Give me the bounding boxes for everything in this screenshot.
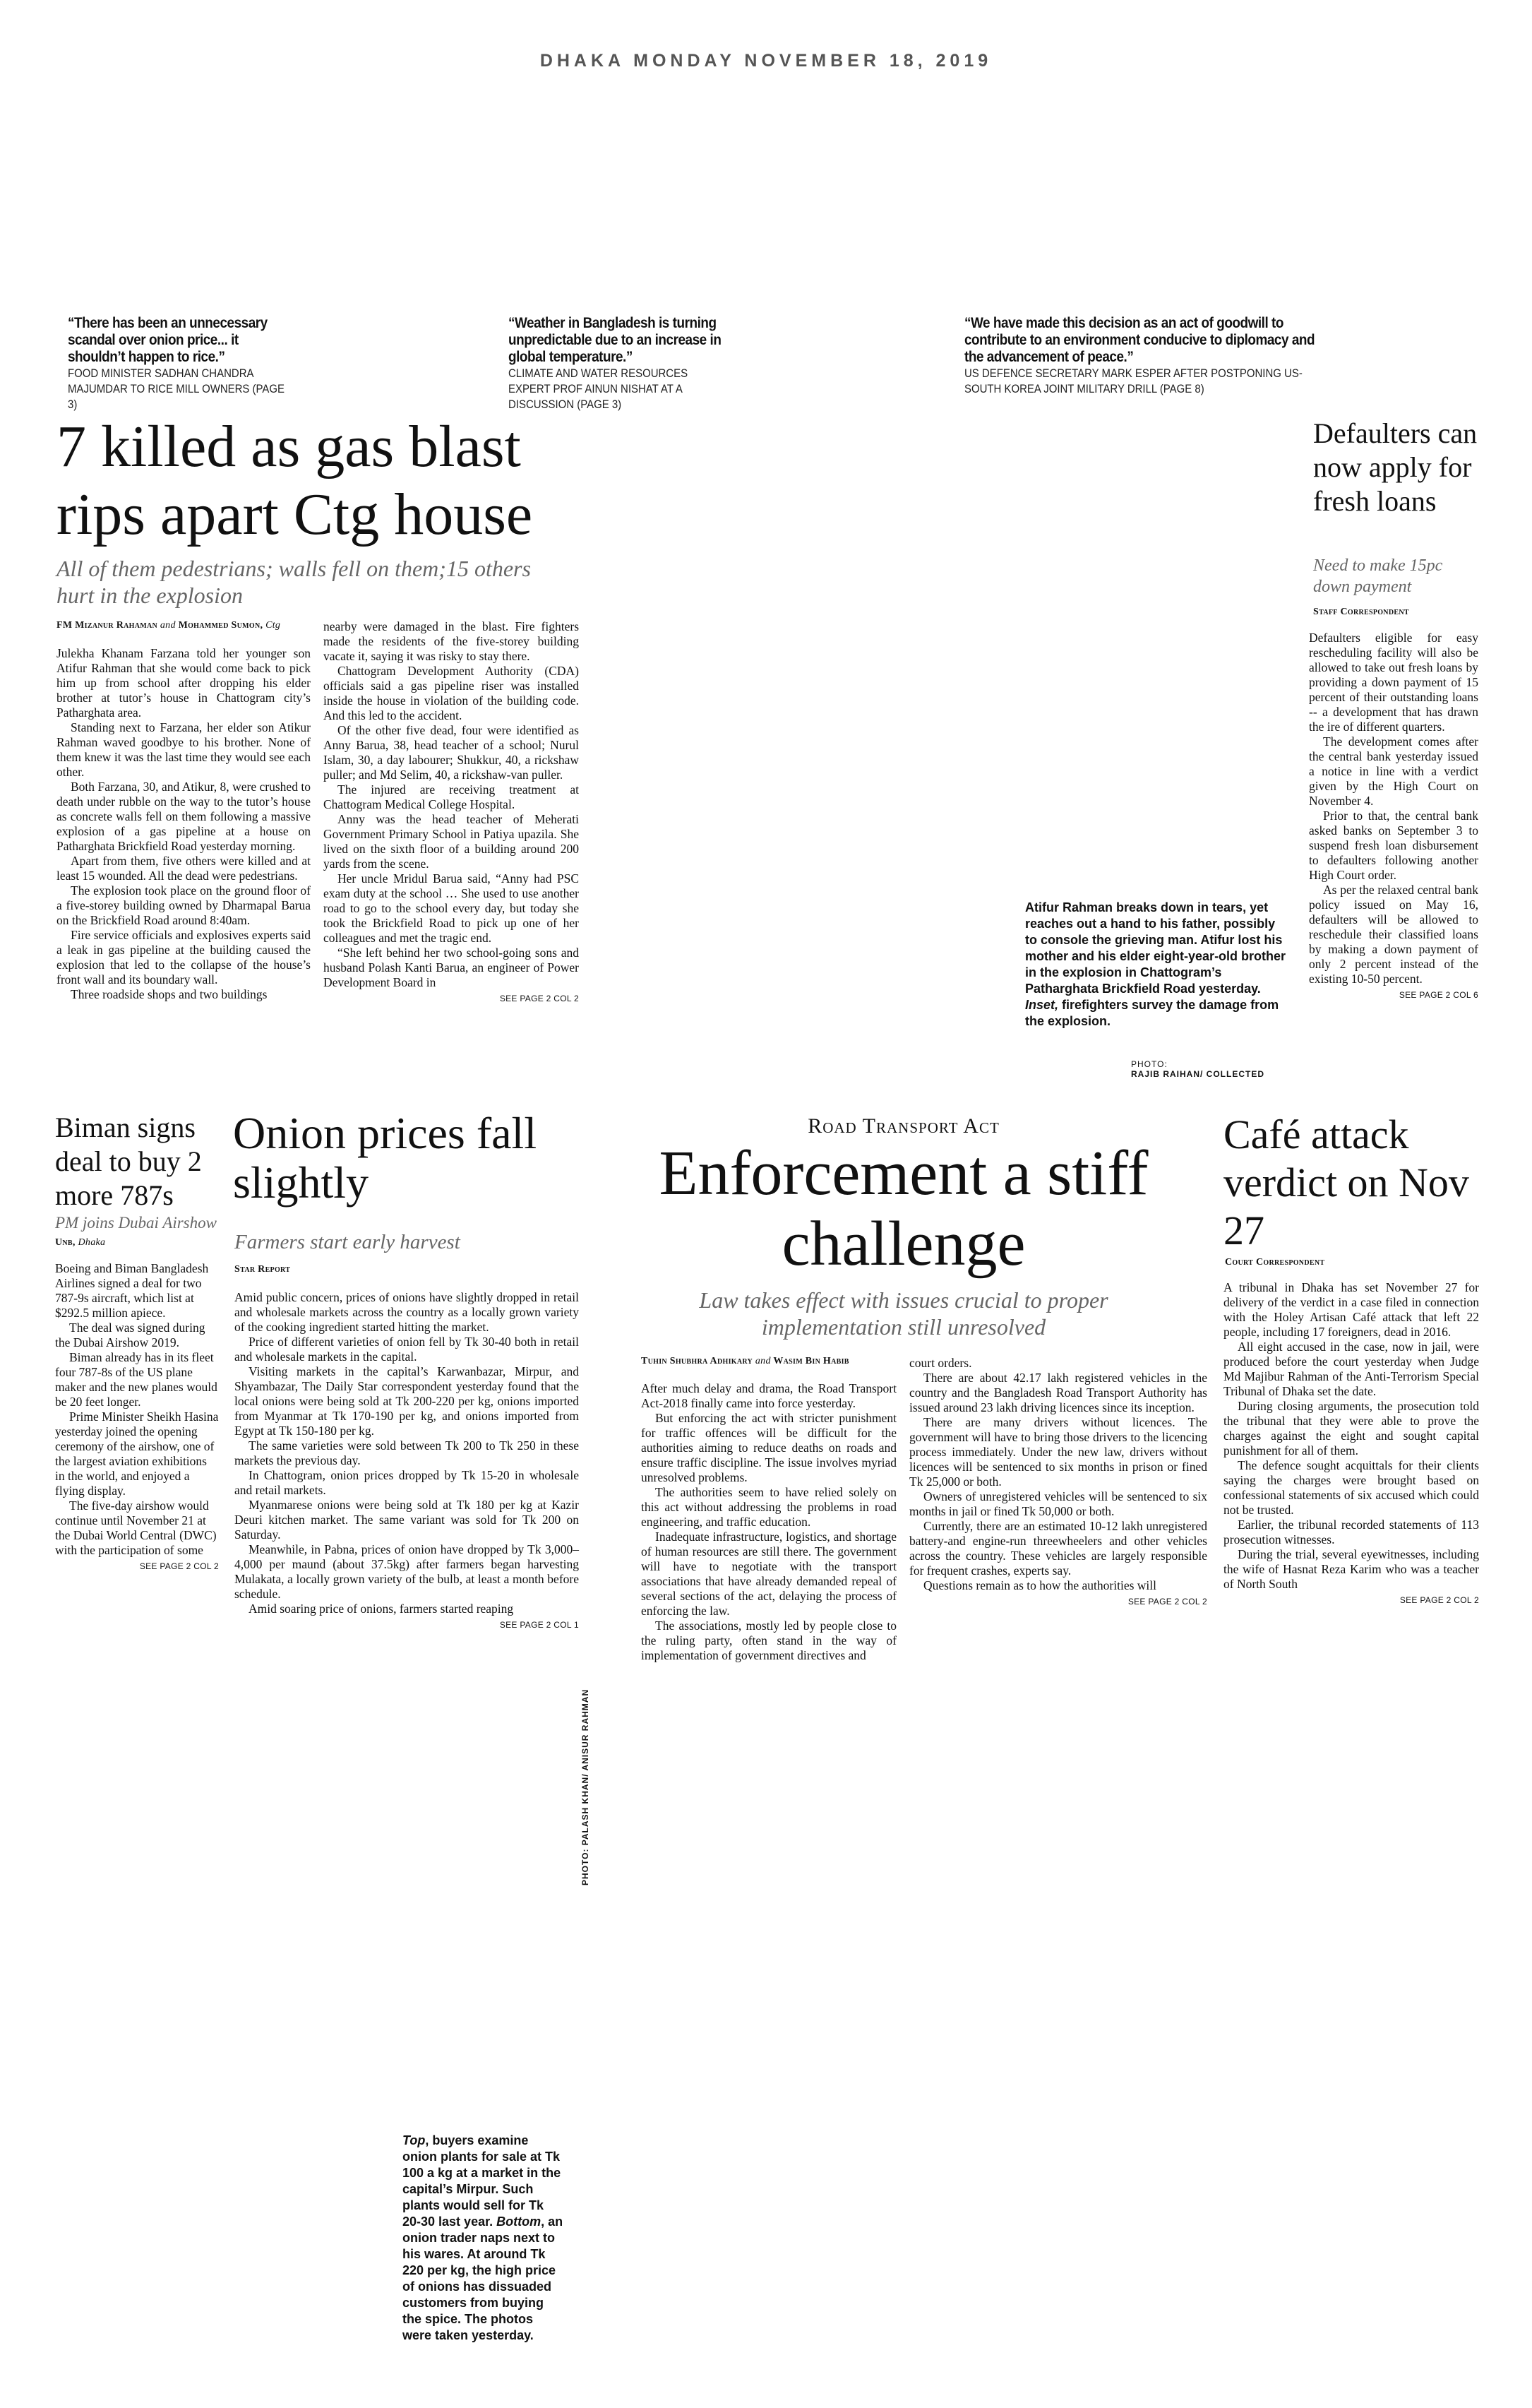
- onion-subhead: Farmers start early harvest: [234, 1231, 460, 1253]
- onion-jump: SEE PAGE 2 COL 1: [499, 1620, 579, 1630]
- biman-paragraph: Biman already has in its fleet four 787-8s of the US plane maker and the new planes would be 20 feet longer.: [55, 1350, 217, 1409]
- quote-1-text: “There has been an unnecessary scandal over onion price... it shouldn’t happen to rice.”: [68, 315, 268, 365]
- defaulters-paragraph: The development comes after the central bank yesterday issued a notice in line with a verdict given by the High Court on November 4.: [1309, 734, 1478, 808]
- biman-paragraph: Prime Minister Sheikh Hasina yesterday joined the opening ceremony of the airshow, one of the largest aviation exhibitions in the world, and enjoyed a flying display.: [55, 1409, 219, 1498]
- lead-paragraph: “She left behind her two school-going sons and husband Polash Kanti Barua, an engineer of Power Development Board in: [323, 946, 579, 989]
- defaulters-paragraph: Defaulters eligible for easy rescheduling facility will also be allowed to take out fresh loans by providing a down payment of 15 percent of their outstanding loans -- a development that has drawn the ire of different quarters.: [1309, 631, 1478, 734]
- lead-column-2: [323, 619, 579, 1006]
- lead-photo-caption-inset-label: Inset,: [1025, 998, 1059, 1012]
- onion-paragraph: Amid soaring price of onions, farmers started reaping: [249, 1602, 514, 1616]
- defaulters-jump: SEE PAGE 2 COL 6: [1399, 990, 1478, 1000]
- lead-paragraph: Apart from them, five others were killed and at least 15 wounded. All the dead were pedestrians.: [56, 854, 311, 883]
- biman-body: [55, 1261, 219, 1574]
- quote-2-source: CLIMATE AND WATER RESOURCES EXPERT PROF AINUN NISHAT AT A DISCUSSION (PAGE 3): [508, 366, 688, 411]
- onion-paragraph: Price of different varieties of onion fell by Tk 30-40 both in retail and wholesale markets in the capital.: [234, 1335, 579, 1364]
- onion-byline: Star Report: [234, 1264, 291, 1275]
- transport-paragraph: After much delay and drama, the Road Transport Act-2018 finally came into force yesterday.: [641, 1381, 897, 1410]
- lead-paragraph: Both Farzana, 30, and Atikur, 8, were crushed to death under rubble on the way to the tutor’s house as concrete walls fell on them following a massive explosion of a gas pipeline at a house on Patharghata Brickfield Road yesterday morning.: [56, 780, 311, 853]
- onion-photo-caption-bottom: Bottom: [496, 2215, 541, 2229]
- lead-paragraph: The injured are receiving treatment at Chattogram Medical College Hospital.: [323, 782, 579, 811]
- lead-byline-and: and: [160, 620, 176, 631]
- lead-paragraph: nearby were damaged in the blast. Fire fighters made the residents of the five-storey building vacate it, saying it was risky to stay there.: [323, 619, 579, 663]
- cafe-body: [1223, 1280, 1479, 1608]
- onion-headline: Onion prices fall slightly: [233, 1108, 537, 1208]
- lead-paragraph: Julekha Khanam Farzana told her younger son Atifur Rahman that she would come back to pick him up from school after dropping his elder brother at tutor’s house in Chattogram city’s Patharghata area.: [56, 646, 311, 720]
- transport-byline-names2: Wasim Bin Habib: [773, 1356, 849, 1366]
- cafe-jump: SEE PAGE 2 COL 2: [1399, 1595, 1479, 1605]
- onion-paragraph: The same varieties were sold between Tk 200 to Tk 250 in these markets the previous day.: [234, 1438, 579, 1467]
- biman-paragraph: The five-day airshow would continue until November 21 at the Dubai World Central (DWC) with the participation of some: [55, 1498, 217, 1557]
- onion-paragraph: Myanmarese onions were being sold at Tk 180 per kg at Kazir Deuri kitchen market. The same variant was sold for Tk 200 on Saturday.: [234, 1498, 579, 1542]
- quote-3-source: US DEFENCE SECRETARY MARK ESPER AFTER POSTPONING US-SOUTH KOREA JOINT MILITARY DRILL (PAGE 8): [964, 366, 1303, 395]
- biman-subhead: PM joins Dubai Airshow: [55, 1214, 217, 1232]
- lead-photo-label: PHOTO:: [1131, 1059, 1168, 1069]
- onion-body: [234, 1290, 579, 1633]
- biman-byline-name: Unb,: [55, 1237, 76, 1248]
- cafe-paragraph: The defence sought acquittals for their clients saying the charges were brought based on confessional statements of six accused which could not be trusted.: [1223, 1458, 1479, 1517]
- transport-paragraph: The authorities seem to have relied solely on this act without addressing the problems in road engineering, and traffic education.: [641, 1485, 897, 1529]
- quote-2-text: “Weather in Bangladesh is turning unpredictable due to an increase in global temperature.”: [508, 315, 722, 365]
- cafe-paragraph: Earlier, the tribunal recorded statements of 113 prosecution witnesses.: [1223, 1518, 1479, 1546]
- transport-paragraph: There are many drivers without licences. The government will have to bring those drivers to the licencing process immediately. Under the new law, drivers without licences will be sentenced to six months in prison or fined Tk 25,000 or both.: [909, 1415, 1207, 1489]
- lead-paragraph: Fire service officials and explosives experts said a leak in gas pipeline at the building caused the explosion that led to the collapse of the house’s front wall and its boundary wall.: [56, 928, 311, 987]
- lead-photo-caption-inset: firefighters survey the damage from the explosion.: [1025, 998, 1279, 1028]
- cafe-paragraph: During closing arguments, the prosecution told the tribunal that they were able to prove the charges against the eight and sought capital punishment for all of them.: [1223, 1399, 1479, 1458]
- transport-paragraph: There are about 42.17 lakh registered vehicles in the country and the Bangladesh Road Transport Authority has issued around 23 lakh driving licences since its inception.: [909, 1371, 1207, 1414]
- biman-byline: [55, 1237, 232, 1248]
- onion-paragraph: In Chattogram, onion prices dropped by Tk 15-20 in wholesale and retail markets.: [234, 1468, 579, 1497]
- quote-3: [964, 315, 1360, 397]
- lead-paragraph: Chattogram Development Authority (CDA) officials said a gas pipeline riser was installed inside the house in violation of the building code. And this led to the accident.: [323, 664, 579, 722]
- transport-paragraph: Owners of unregistered vehicles will be sentenced to six months in jail or fined Tk 50,000 or both.: [909, 1489, 1207, 1518]
- biman-headline: Biman signs deal to buy 2 more 787s: [55, 1111, 202, 1211]
- transport-subhead: Law takes effect with issues crucial to proper implementation still unresolved: [699, 1287, 1108, 1340]
- defaulters-subhead: Need to make 15pc down payment: [1313, 556, 1443, 596]
- lead-headline: 7 killed as gas blast rips apart Ctg house: [56, 414, 533, 547]
- transport-paragraph: The associations, mostly led by people close to the ruling party, often stand in the way of implementation of government directives and: [641, 1619, 897, 1662]
- biman-paragraph: Boeing and Biman Bangladesh Airlines signed a deal for two 787-9s aircraft, which list at $292.5 million apiece.: [55, 1261, 209, 1320]
- onion-photo-credit: PHOTO: PALASH KHAN/ ANISUR RAHMAN: [580, 1688, 590, 1885]
- lead-photo-caption-main: Atifur Rahman breaks down in tears, yet reaches out a hand to his father, possibly to console the grieving man. Atifur lost his mother and his elder eight-year-old brother in the explosion in Chattogram’s Patharghata Brickfield Road yesterday.: [1025, 900, 1286, 996]
- transport-paragraph: court orders.: [909, 1356, 972, 1370]
- dateline: DHAKA MONDAY NOVEMBER 18, 2019: [539, 51, 993, 71]
- defaulters-headline: Defaulters can now apply for fresh loans: [1313, 417, 1478, 517]
- quote-3-text: “We have made this decision as an act of goodwill to contribute to an environment conducive to diplomacy and the advancement of peace.”: [964, 315, 1315, 365]
- transport-kicker: Road Transport Act: [808, 1114, 1000, 1138]
- lead-photo-credit: [1131, 1059, 1286, 1079]
- transport-headline: Enforcement a stiff challenge: [659, 1138, 1149, 1279]
- defaulters-paragraph: Prior to that, the central bank asked banks on September 3 to suspend fresh loan disbursement to defaulters following another High Court order.: [1309, 809, 1478, 882]
- transport-byline-and: and: [755, 1356, 771, 1366]
- lead-paragraph: Of the other five dead, four were identified as Anny Barua, 38, head teacher of a school; Nurul Islam, 30, a day labourer; Shukkur, 40, a rickshaw puller; and Md Selim, 40, a rickshaw-van puller.: [323, 723, 579, 782]
- lead-subhead: All of them pedestrians; walls fell on them;15 others hurt in the explosion: [56, 556, 531, 608]
- lead-photo-caption: [1025, 900, 1286, 1030]
- lead-byline-names: FM Mizanur Rahaman: [56, 620, 158, 631]
- transport-paragraph: Inadequate infrastructure, logistics, and shortage of human resources are still there. The government will have to negotiate with the transport associations that have already demanded repeal of several sections of the act, delaying the process of enforcing the law.: [641, 1530, 897, 1618]
- transport-paragraph: Currently, there are an estimated 10-12 lakh unregistered battery-and engine-run threewheelers and other vehicles across the country. These vehicles are largely responsible for frequent crashes, experts say.: [909, 1519, 1207, 1578]
- lead-jump: SEE PAGE 2 COL 2: [499, 994, 579, 1003]
- lead-paragraph: Her uncle Mridul Barua said, “Anny had PSC exam duty at the school … She used to use another road to go to the school every day, but today she took the Brickfield Road to pick up one of her colleagues and met the tragic end.: [323, 871, 579, 945]
- lead-paragraph: Three roadside shops and two buildings: [71, 987, 268, 1001]
- transport-byline: [641, 1356, 923, 1367]
- biman-paragraph: The deal was signed during the Dubai Airshow 2019.: [55, 1321, 205, 1349]
- lead-byline-names2: Mohammed Sumon,: [178, 620, 263, 631]
- quote-1: [68, 315, 322, 412]
- transport-byline-names: Tuhin Shubhra Adhikary: [641, 1356, 753, 1366]
- transport-paragraph: But enforcing the act with stricter punishment for traffic offences will be difficult for the authorities aiming to reduce deaths on roads and ensure traffic discipline. The issue involves myriad unresolved problems.: [641, 1411, 897, 1484]
- cafe-headline: Café attack verdict on Nov 27: [1223, 1111, 1469, 1253]
- onion-paragraph: Amid public concern, prices of onions have slightly dropped in retail and wholesale markets across the country as a locally grown variety of the cooking ingredient started hitting the market.: [234, 1290, 579, 1334]
- onion-paragraph: Meanwhile, in Pabna, prices of onion have dropped by Tk 3,000–4,000 per maund (about 37.5kg) after farmers began harvesting Mulakata, a locally grown variety of the bulb, at least a month before schedule.: [234, 1542, 579, 1601]
- lead-paragraph: Standing next to Farzana, her elder son Atikur Rahman waved goodbye to his brother. None of them knew it was the last time they would see each other.: [56, 720, 311, 779]
- lead-byline-place: Ctg: [265, 620, 281, 631]
- defaulters-byline: Staff Correspondent: [1313, 607, 1409, 617]
- transport-paragraph: Questions remain as to how the authorities will: [923, 1578, 1157, 1592]
- lead-byline: [56, 619, 311, 631]
- transport-column-1: [641, 1381, 897, 1663]
- quote-2: [508, 315, 762, 412]
- cafe-byline: Court Correspondent: [1225, 1257, 1325, 1268]
- cafe-paragraph: A tribunal in Dhaka has set November 27 for delivery of the verdict in a case filed in connection with the Holey Artisan Café attack that left 22 people, including 17 foreigners, dead in 2016.: [1223, 1280, 1479, 1339]
- lead-paragraph: The explosion took place on the ground floor of a five-storey building owned by Dharmapal Barua on the Brickfield Road around 8:40am.: [56, 883, 311, 927]
- quote-1-source: FOOD MINISTER SADHAN CHANDRA MAJUMDAR TO RICE MILL OWNERS (PAGE 3): [68, 366, 285, 411]
- onion-photo-caption-top: Top: [402, 2133, 426, 2147]
- biman-byline-place: Dhaka: [78, 1237, 106, 1248]
- transport-column-2: [909, 1356, 1207, 1609]
- onion-photo-caption: [402, 2133, 565, 2344]
- onion-photo-caption-b: , an onion trader naps next to his wares. At around Tk 220 per kg, the high price of onions has dissuaded customers from buying the spice. The photos were taken yesterday.: [402, 2215, 563, 2342]
- lead-paragraph: Anny was the head teacher of Meherati Government Primary School in Patiya upazila. She lived on the sixth floor of a building around 200 yards from the scene.: [323, 812, 579, 871]
- defaulters-body: [1309, 631, 1478, 1003]
- lead-column-1: [56, 646, 311, 1002]
- onion-paragraph: Visiting markets in the capital’s Karwanbazar, Mirpur, and Shyambazar, The Daily Star correspondent yesterday found that the local onions were being sold at Tk 200-220 per kg, onions imported from Myanmar at Tk 170-190 per kg, and onions imported from Egypt at Tk 150-180 per kg.: [234, 1364, 579, 1438]
- cafe-paragraph: During the trial, several eyewitnesses, including the wife of Hasnat Reza Karim who was a teacher of North South: [1223, 1547, 1479, 1591]
- transport-jump: SEE PAGE 2 COL 2: [1127, 1597, 1207, 1607]
- cafe-paragraph: All eight accused in the case, now in jail, were produced before the court yesterday when Judge Md Majibur Rahman of the Anti-Terrorism Special Tribunal of Dhaka set the date.: [1223, 1340, 1479, 1398]
- biman-jump: SEE PAGE 2 COL 2: [139, 1561, 219, 1571]
- onion-photo-caption-a: , buyers examine onion plants for sale at Tk 100 a kg at a market in the capital’s Mirpur. Such plants would sell for Tk 20-30 last year.: [402, 2133, 561, 2229]
- lead-photo-credit-name: RAJIB RAIHAN/ COLLECTED: [1131, 1069, 1265, 1079]
- defaulters-paragraph: As per the relaxed central bank policy issued on May 16, defaulters will be allowed to reschedule their classified loans by making a down payment of only 2 percent instead of the existing 10-50 percent.: [1309, 883, 1478, 986]
